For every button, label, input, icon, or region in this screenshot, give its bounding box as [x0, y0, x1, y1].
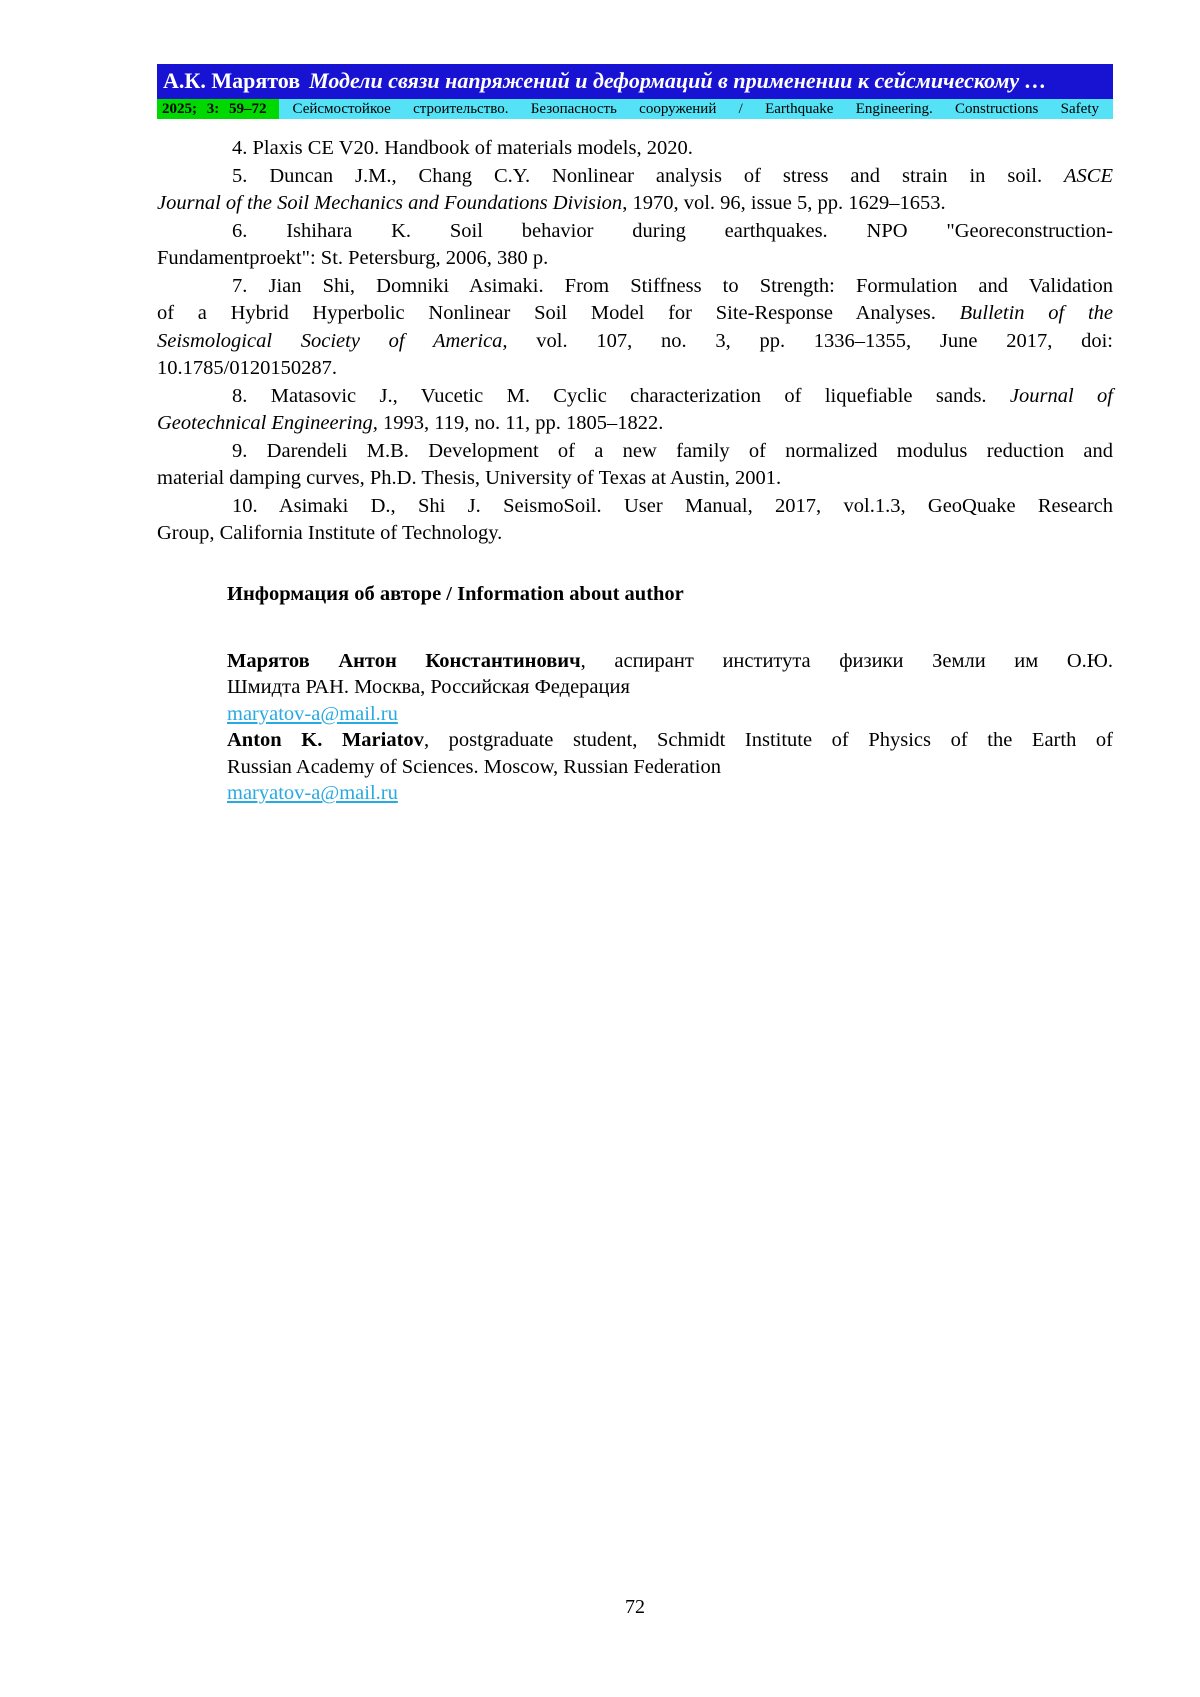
author-info-heading: Информация об авторе / Information about author [227, 582, 684, 605]
reference-line: 10.1785/0120150287. [157, 357, 337, 379]
author-name-ru: Марятов Антон Константинович [227, 649, 581, 672]
reference-line: Fundamentproekt": St. Petersburg, 2006, 380 p. [157, 247, 549, 269]
email-link-1[interactable]: maryatov-a@mail.ru [227, 702, 398, 725]
reference-line: 5. Duncan J.M., Chang C.Y. Nonlinear analysis of stress and strain in soil. ASCE [232, 164, 1113, 187]
page-content [157, 64, 1113, 807]
author-ru-line1 [227, 648, 1113, 675]
author-info-block [227, 648, 1113, 807]
author-email-line-1 [227, 701, 1113, 728]
reference-line: Group, California Institute of Technology. [157, 522, 503, 544]
running-title-bar [157, 64, 1113, 99]
reference-line: Journal of the Soil Mechanics and Foundations Division, 1970, vol. 96, issue 5, pp. 1629–1653. [157, 192, 946, 214]
running-author: А.К. Марятов [163, 68, 301, 93]
running-header [157, 64, 1113, 119]
journal-names: Сейсмостойкое строительство. Безопасность сооружений / Earthquake Engineering. Constructions Safety [279, 99, 1114, 119]
author-email-line-2 [227, 780, 1113, 807]
reference-line: 4. Plaxis CE V20. Handbook of materials models, 2020. [232, 137, 693, 159]
reference-line: material damping curves, Ph.D. Thesis, University of Texas at Austin, 2001. [157, 467, 782, 489]
journal-strip [157, 99, 1113, 119]
author-role-ru: , аспирант института физики Земли им О.Ю. [580, 649, 1113, 672]
reference-line: 9. Darendeli M.B. Development of a new family of normalized modulus reduction and [232, 439, 1113, 462]
issue-badge: 2025; 3: 59–72 [157, 99, 279, 119]
reference-line: of a Hybrid Hyperbolic Nonlinear Soil Model for Site-Response Analyses. Bulletin of the [157, 302, 1113, 324]
author-en-line1 [227, 727, 1113, 754]
reference-line: 7. Jian Shi, Domniki Asimaki. From Stiffness to Strength: Formulation and Validation [232, 274, 1113, 297]
reference-line: Seismological Society of America, vol. 107, no. 3, pp. 1336–1355, June 2017, doi: [157, 329, 1113, 352]
email-link-2[interactable]: maryatov-a@mail.ru [227, 782, 398, 804]
reference-line: Geotechnical Engineering, 1993, 119, no. 11, pp. 1805–1822. [157, 412, 664, 434]
author-role-en: , postgraduate student, Schmidt Institute of Physics of the Earth of [423, 729, 1113, 751]
page-number: 72 [625, 1596, 645, 1618]
reference-list [157, 135, 1113, 548]
author-name-en: Anton K. Mariatov [227, 729, 424, 751]
reference-line: 6. Ishihara K. Soil behavior during earthquakes. NPO "Georeconstruction- [232, 219, 1113, 242]
running-title: Модели связи напряжений и деформаций в применении к сейсмическому … [309, 68, 1047, 93]
author-ru-line2: Шмидта РАН. Москва, Российская Федерация [227, 676, 630, 698]
author-en-line2: Russian Academy of Sciences. Moscow, Russian Federation [227, 755, 722, 778]
reference-line: 8. Matasovic J., Vucetic M. Cyclic characterization of liquefiable sands. Journal of [232, 384, 1114, 407]
reference-line: 10. Asimaki D., Shi J. SeismoSoil. User Manual, 2017, vol.1.3, GeoQuake Research [232, 494, 1113, 517]
